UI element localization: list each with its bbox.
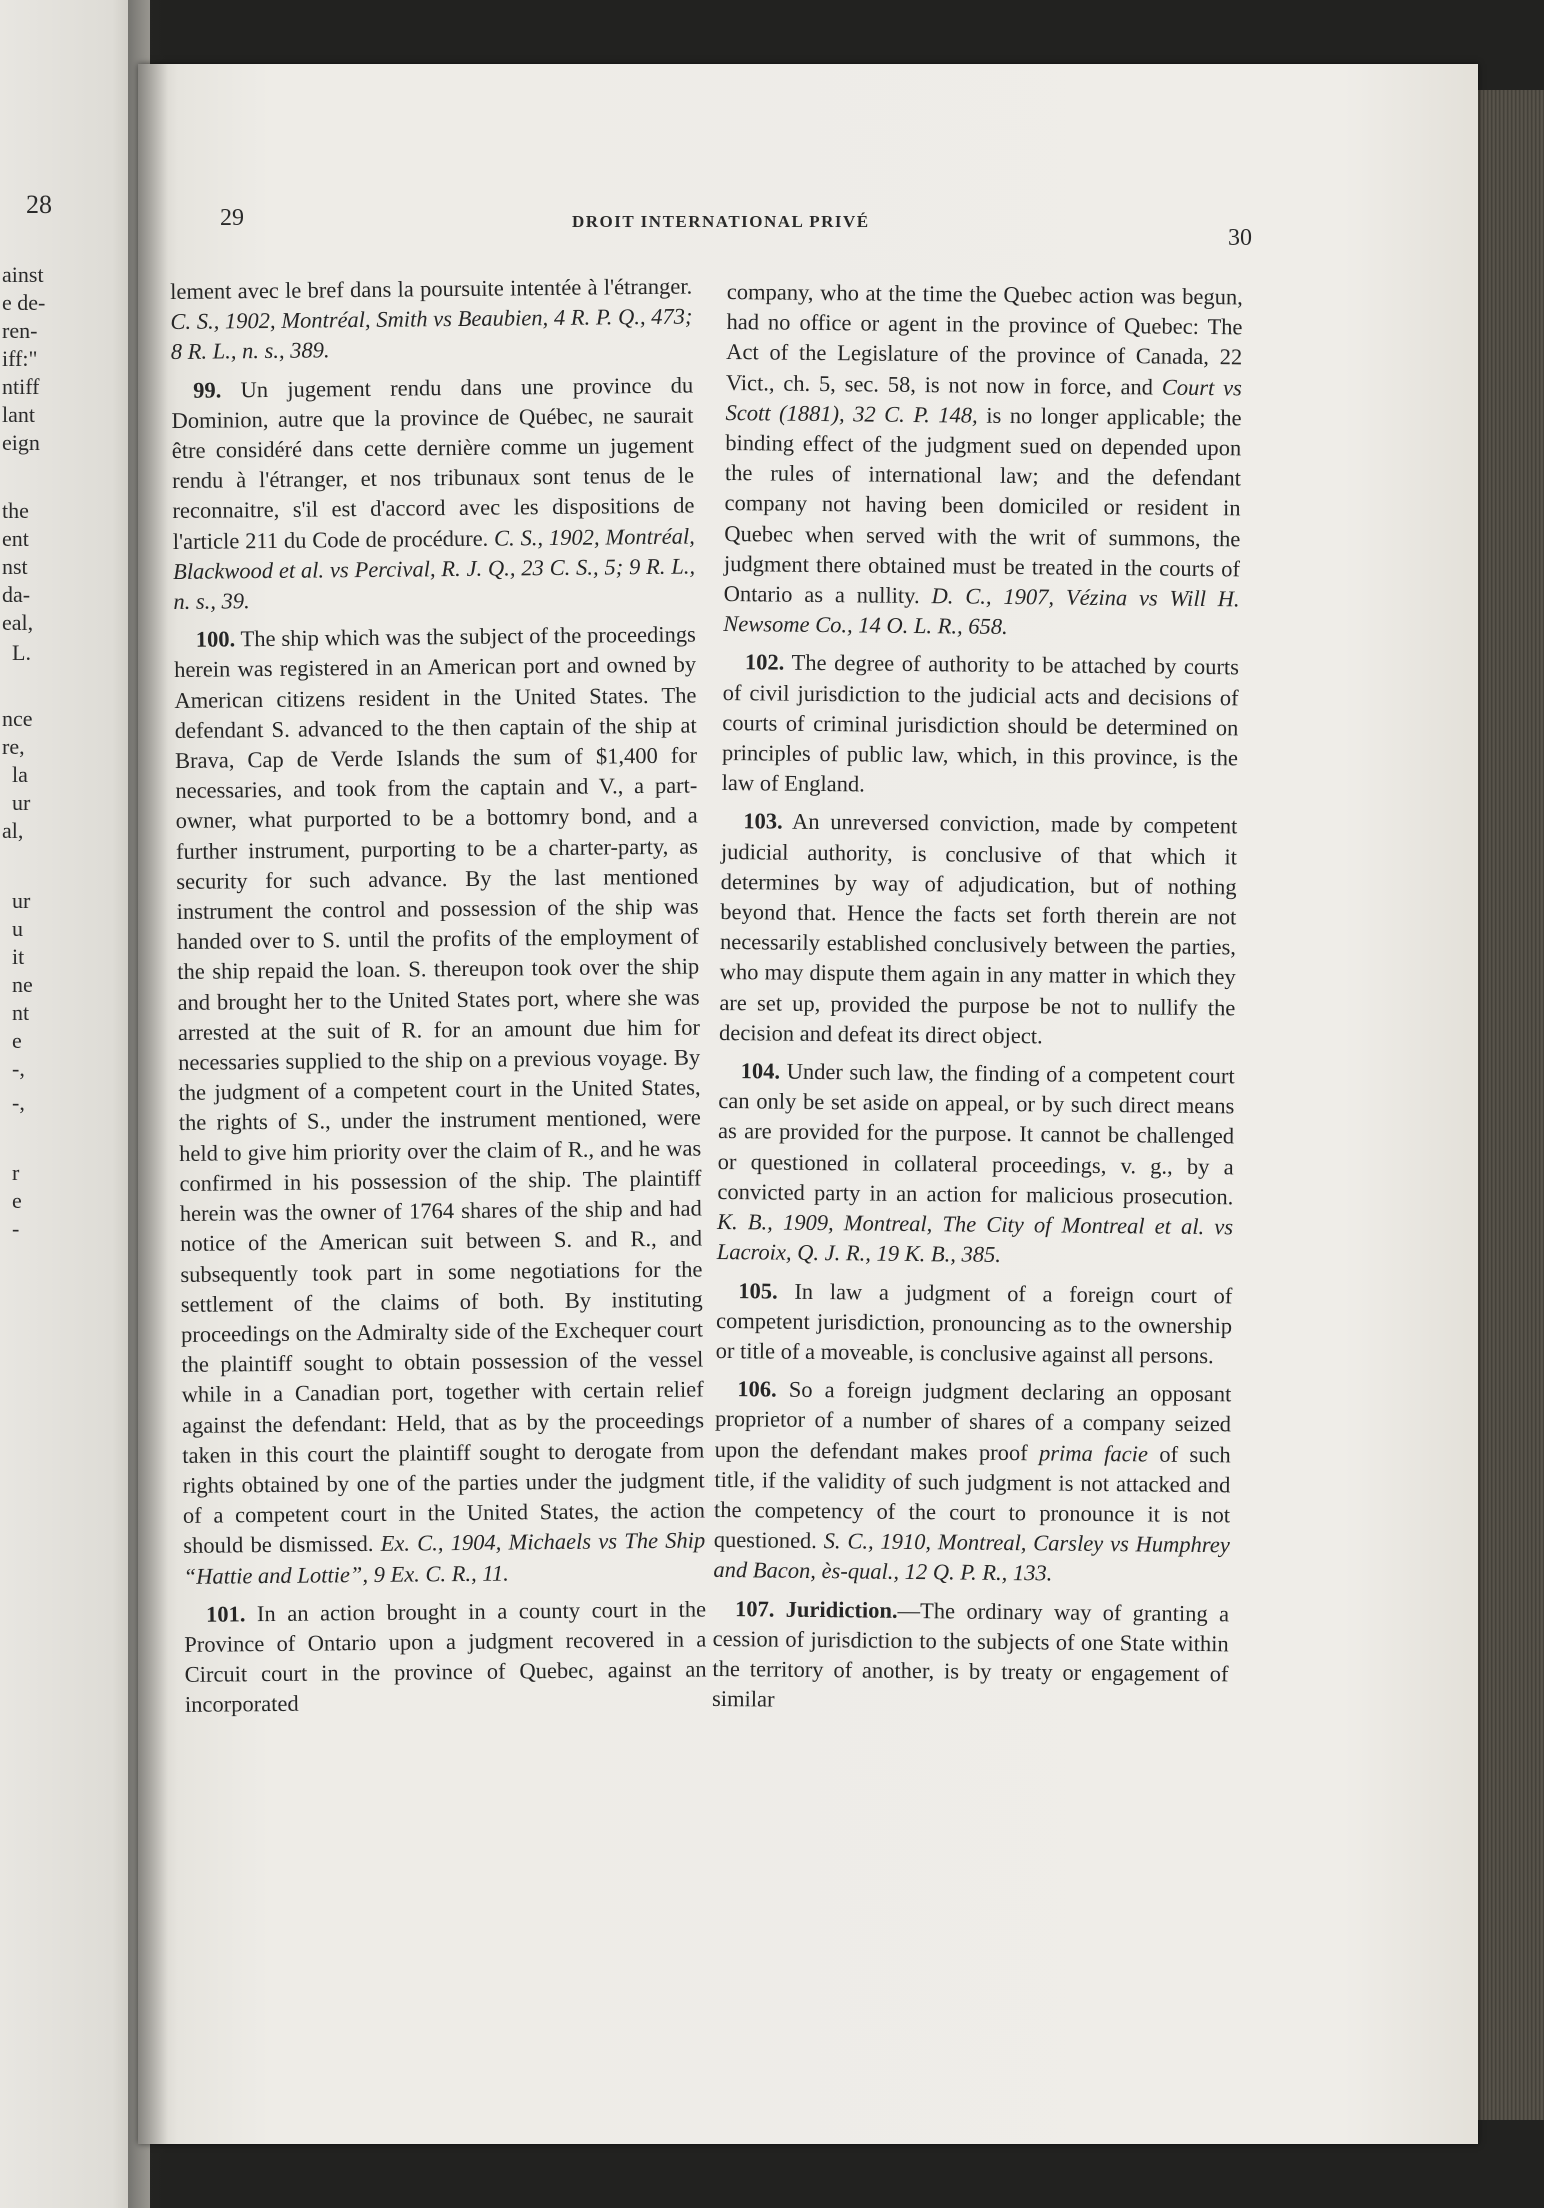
paragraph: [170, 272, 693, 368]
left-page-fragment: iff:": [2, 346, 38, 371]
paragraph: [722, 647, 1240, 803]
left-page-fragment: re,: [2, 734, 25, 759]
paragraph-text: The ship which was the subject of the proceedings herein was registered in an American port and owned by American citizens resident in the United States. The defendant S. advanced to the then captain of the ship at Brava, Cap de Verde Islands the sum of $1,400 for necessaries, and took from the captain and V., a part-owner, what purported to be a bottomry bond, and a further instrument, purporting to be a charter-party, as security for such advance. By the last mentioned instrument the control and possession of the ship was handed over to S. until the profits of the employment of the ship repaid the loan. S. thereupon took over the ship and brought her to the United States port, where she was arrested at the suit of R. for an amount due him for necessaries supplied to the ship on a previous voyage. By the judgment of a competent court in the United States, the rights of S., under the instrument mentioned, were held to give him priority over the claim of R., and he was confirmed in his possession of the ship. The plaintiff herein was the owner of 1764 shares of the ship and had notice of the American suit between S. and R., and subsequently took part in some negotiations for the settlement of the claims of both. By instituting proceedings on the Admiralty side of the Exchequer court the plaintiff sought to obtain possession of the vessel while in a Canadian port, together with certain relief against the defendant: Held, that as by the proceedings taken in this court the plaintiff sought to derogate from rights obtained by one of the parties under the judgment of a competent court in the United States, the action should be dismissed.: [173, 621, 706, 1559]
citation: prima facie: [1038, 1439, 1149, 1466]
paragraph: [723, 277, 1243, 645]
citation: Ex. C., 1904, Michaels vs The Ship “Hattie and Lottie”, 9 Ex. C. R., 11.: [183, 1527, 706, 1589]
page-number-right: 30: [1228, 225, 1252, 251]
left-page-fragment: e: [12, 1188, 22, 1213]
left-page-fragment: eal,: [2, 610, 34, 635]
left-page-fragment: ur: [12, 790, 31, 815]
paragraph-text: Under such law, the finding of a competent court can only be set aside on appeal, or by such direct means as are provided for the purpose. It cannot be challenged or questioned in collateral proceedings, v. g., by a convicted party in an action for malicious prosecution.: [717, 1058, 1235, 1210]
left-page-fragment: eign: [2, 430, 40, 455]
paragraph-text: In an action brought in a county court in the Province of Ontario upon a judgment recovered in a Circuit court in the province of Quebec, against an incorporated: [184, 1596, 707, 1718]
paragraph: [713, 1374, 1231, 1591]
paragraph: [719, 806, 1238, 1053]
paragraph-number: 101.: [205, 1601, 246, 1627]
citation: Court vs Scott (1881), 32 C. P. 148,: [725, 374, 1243, 428]
left-page-fragment: e de-: [2, 290, 46, 315]
paragraph: [174, 620, 706, 1592]
paragraph-number: 105.: [738, 1277, 778, 1304]
paragraph-text: Un jugement rendu dans une province du Dominion, autre que la province de Québec, ne saurait être considéré dans cette dernière comme un jugement rendu à l'étranger, et nos tribunaux sont tenus de le reconnaitre, s'il est d'accord avec les dispositions de l'article 211 du Code de procédure.: [171, 372, 695, 554]
section-heading: Juridiction.: [785, 1596, 898, 1623]
paragraph: [712, 1593, 1229, 1719]
page-number-left: 29: [220, 205, 244, 231]
paragraph-number: 103.: [743, 808, 783, 835]
paragraph-text: —The ordinary way of granting a cession of jurisdiction to the subjects of one State within the territory of another, is by treaty or engagement of similar: [711, 1597, 1230, 1712]
citation: S. C., 1910, Montreal, Carsley vs Humphrey and Bacon, ès-qual., 12 Q. P. R., 133.: [713, 1528, 1230, 1586]
citation: K. B., 1909, Montreal, The City of Montreal et al. vs Lacroix, Q. J. R., 19 K. B., 385.: [716, 1209, 1234, 1268]
left-page-fragment: da-: [2, 582, 31, 607]
running-head: DROIT INTERNATIONAL PRIVÉ: [572, 212, 870, 231]
paragraph-text: An unreversed conviction, made by competent judicial authority, is conclusive of that which it determines by way of adjudication, but of nothing beyond that. Hence the facts set forth therein are not necessarily established conclusively between the parties, who may dispute them again in any matter in which they are set up, provided the purpose be not to nullify the decision and defeat its direct object.: [718, 809, 1238, 1049]
paragraph-number: 99.: [193, 377, 222, 403]
left-page-fragment: ent: [2, 526, 29, 551]
left-text-column: [170, 272, 707, 1729]
citation: D. C., 1907, Vézina vs Will H. Newsome Co., 14 O. L. R., 658.: [723, 583, 1240, 640]
paragraph-text: So a foreign judgment declaring an opposant proprietor of a number of shares of a company seized upon the defendant makes proof: [714, 1376, 1232, 1465]
left-page-fragment: u: [12, 916, 23, 941]
citation: C. S., 1902, Montréal, Blackwood et al. vs Percival, R. J. Q., 23 C. S., 5; 9 R. L., n. s., 39.: [172, 523, 696, 615]
left-page-number: 28: [26, 190, 52, 219]
paragraph-text: lement avec le bref dans la poursuite intentée à l'étranger.: [170, 273, 693, 304]
left-page-fragment: -,: [12, 1056, 25, 1081]
gutter-shadow: [128, 0, 168, 2208]
left-page-fragment: al,: [2, 818, 24, 843]
paragraph-text: company, who at the time the Quebec action was begun, had no office or agent in the province of Quebec: The Act of the Legislature of the province of Canada, 22 Vict., ch. 5, sec. 58, is not now in force, and: [725, 278, 1243, 400]
paragraph-text: is no longer applicable; the binding effect of the judgment sued on depended upon the rules of international law; and the defendant company not having been domiciled or resident in Quebec when served with the writ of summons, the judgment there obtained must be treated in the courts of Ontario as a nullity.: [723, 402, 1242, 609]
left-page-fragment: -,: [12, 1090, 25, 1115]
left-page-fragment: ainst: [2, 262, 44, 287]
paragraph: [716, 1275, 1233, 1371]
paragraph-number: 106.: [737, 1376, 777, 1402]
paragraph-number: 102.: [744, 649, 785, 676]
left-page-fragment: nce: [2, 706, 33, 731]
paragraph-number: 100.: [195, 626, 236, 652]
left-page-fragment: ntiff: [2, 374, 40, 399]
left-page-fragment: L.: [12, 640, 31, 665]
left-page-fragment: the: [2, 498, 29, 523]
paragraph-text: The degree of authority to be attached by courts of civil jurisdiction to the judicial acts and decisions of courts of criminal jurisdiction should be determined on principles of public law, which, in this province, is the law of England.: [721, 650, 1240, 797]
left-page-fragment: r: [12, 1160, 20, 1185]
left-page-fragment: ur: [12, 888, 31, 913]
paragraph-text: of such title, if the validity of such judgment is not attacked and the competency of the court to pronounce it is not questioned.: [713, 1440, 1231, 1554]
paragraph-number: 104.: [740, 1058, 781, 1084]
left-page-fragment: it: [12, 944, 25, 969]
left-page-fragment: nst: [2, 554, 28, 579]
left-page-fragment: la: [12, 762, 28, 787]
right-text-column: [712, 277, 1243, 1728]
left-page-fragment: e: [12, 1028, 22, 1053]
left-page-fragment: -: [12, 1216, 20, 1241]
citation: C. S., 1902, Montréal, Smith vs Beaubien, 4 R. P. Q., 473; 8 R. L., n. s., 389.: [170, 303, 693, 365]
paragraph: [717, 1056, 1235, 1273]
paragraph-text: In law a judgment of a foreign court of competent jurisdiction, pronouncing as to the ownership or title of a moveable, is conclusive against all persons.: [715, 1278, 1233, 1369]
left-page-fragment: nt: [12, 1000, 30, 1025]
paragraph: [184, 1594, 707, 1720]
paragraph: [171, 370, 696, 617]
book-page-edges: [1472, 90, 1544, 2120]
left-page-fragment: ne: [12, 972, 33, 997]
paragraph-number: 107.: [734, 1595, 775, 1622]
left-page-fragment: ren-: [2, 318, 38, 343]
left-page-fragment: lant: [2, 402, 35, 427]
